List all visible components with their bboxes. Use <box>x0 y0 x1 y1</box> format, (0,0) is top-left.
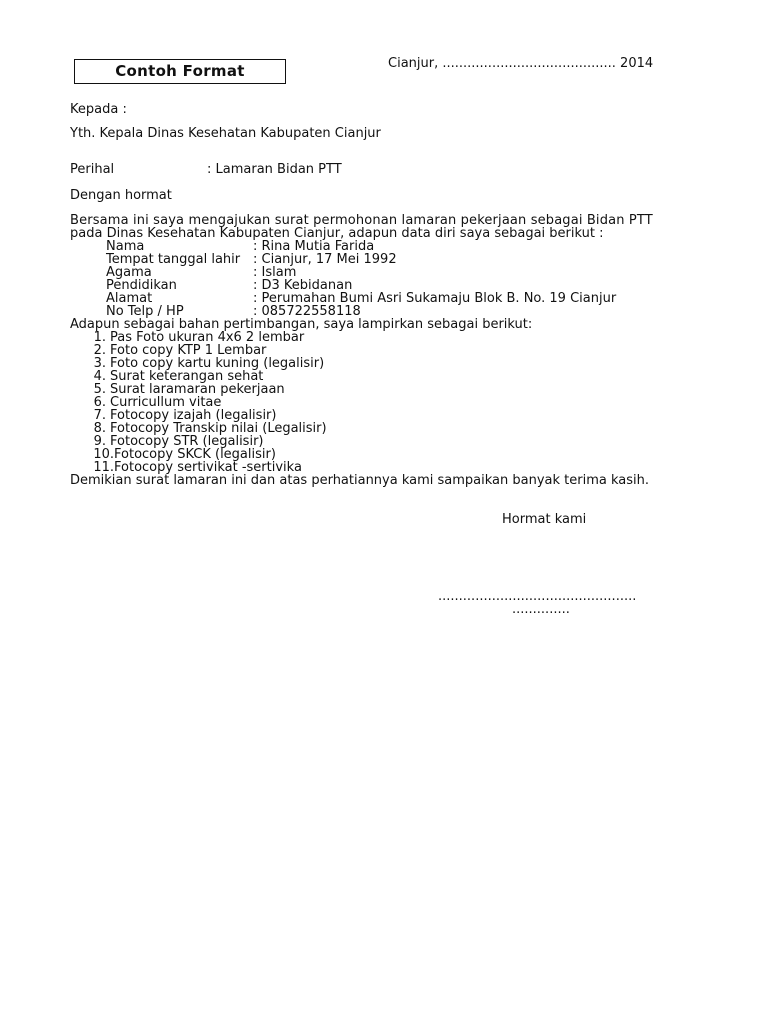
list-number: 4. <box>93 369 106 384</box>
subject-value: : Lamaran Bidan PTT <box>207 162 342 177</box>
attachments-intro: Adapun sebagai bahan pertimbangan, saya lampirkan sebagai berikut: <box>70 317 533 332</box>
regards: Hormat kami <box>502 512 587 527</box>
list-number: 1. <box>93 330 106 345</box>
personal-label: Pendidikan <box>106 278 177 293</box>
list-text: Surat laramaran pekerjaan <box>110 382 285 397</box>
list-text: Surat keterangan sehat <box>110 369 264 384</box>
personal-value: : Cianjur, 17 Mei 1992 <box>253 252 397 267</box>
list-text: Curricullum vitae <box>110 395 222 410</box>
personal-value: : Perumahan Bumi Asri Sukamaju Blok B. No. 19 Cianjur <box>253 291 617 306</box>
subject-label: Perihal <box>70 162 115 177</box>
document-title-box <box>74 59 286 84</box>
list-text: Foto copy kartu kuning (legalisir) <box>110 356 325 371</box>
document-title: Contoh Format <box>115 62 245 80</box>
personal-label: Agama <box>106 265 152 280</box>
personal-label: Tempat tanggal lahir <box>106 252 241 267</box>
personal-value: : D3 Kebidanan <box>253 278 353 293</box>
personal-value: : Islam <box>253 265 297 280</box>
list-text: Fotocopy izajah (legalisir) <box>110 408 277 423</box>
list-number: 10. <box>93 447 114 462</box>
list-number: 11. <box>93 460 114 475</box>
personal-value: : Rina Mutia Farida <box>253 239 375 254</box>
signature-line: ................................................ <box>438 589 637 604</box>
recipient-label: Kepada : <box>70 102 127 117</box>
signature-name-line: .............. <box>512 602 570 617</box>
personal-value: : 085722558118 <box>253 304 361 319</box>
list-number: 8. <box>93 421 106 436</box>
list-text: Fotocopy STR (legalisir) <box>110 434 264 449</box>
list-text: Fotocopy Transkip nilai (Legalisir) <box>110 421 327 436</box>
intro-line-1: Bersama ini saya mengajukan surat permohonan lamaran pekerjaan sebagai Bidan PTT <box>70 213 653 228</box>
list-text: Pas Foto ukuran 4x6 2 lembar <box>110 330 305 345</box>
list-number: 7. <box>93 408 106 423</box>
list-number: 3. <box>93 356 106 371</box>
closing-sentence: Demikian surat lamaran ini dan atas perhatiannya kami sampaikan banyak terima kasih. <box>70 473 650 488</box>
list-text: Fotocopy sertivikat -sertivika <box>114 460 302 475</box>
list-number: 2. <box>93 343 106 358</box>
list-number: 6. <box>93 395 106 410</box>
personal-label: No Telp / HP <box>106 304 184 319</box>
list-text: Foto copy KTP 1 Lembar <box>110 343 267 358</box>
personal-label: Alamat <box>106 291 153 306</box>
list-number: 5. <box>93 382 106 397</box>
list-text: Fotocopy SKCK (legalisir) <box>114 447 276 462</box>
greeting: Dengan hormat <box>70 188 172 203</box>
personal-label: Nama <box>106 239 145 254</box>
recipient: Yth. Kepala Dinas Kesehatan Kabupaten Cianjur <box>70 126 381 141</box>
intro-line-2: pada Dinas Kesehatan Kabupaten Cianjur, adapun data diri saya sebagai berikut : <box>70 226 604 241</box>
place-date: Cianjur, .......................................... 2014 <box>388 56 654 71</box>
list-number: 9. <box>93 434 106 449</box>
